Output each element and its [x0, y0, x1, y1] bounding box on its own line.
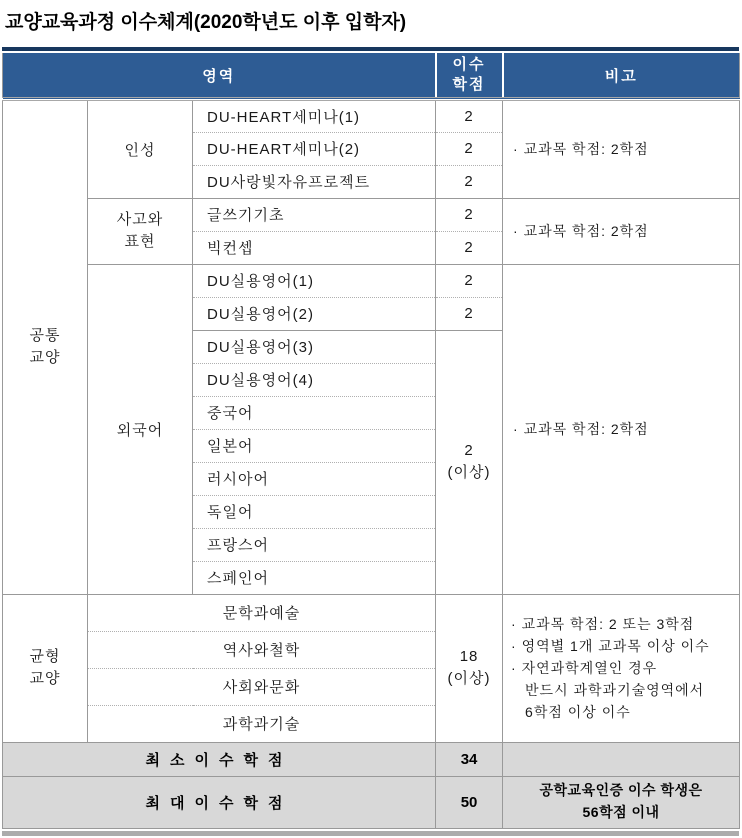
course-name: DU실용영어(2)	[193, 297, 436, 330]
course-name: DU사랑빛자유프로젝트	[193, 165, 436, 198]
remark-balance	[503, 594, 740, 742]
group-label-common-line2: 교양	[29, 349, 61, 367]
table-row	[3, 99, 740, 132]
balance-area: 역사와철학	[88, 631, 436, 668]
remark-balance-line: · 자연과학계열인 경우	[511, 659, 658, 676]
table-row	[3, 264, 740, 297]
course-name: 스페인어	[193, 561, 436, 594]
course-credit: 2	[436, 99, 503, 132]
col-header-remark: 비고	[503, 53, 740, 99]
group-label-balance-line1: 균형	[29, 647, 61, 665]
remark-inseong: · 교과목 학점: 2학점	[503, 99, 740, 198]
min-credits-value: 34	[436, 742, 503, 776]
balance-area: 과학과기술	[88, 705, 436, 742]
merged-credit-balance-line2: (이상)	[447, 670, 491, 687]
course-credit: 2	[436, 132, 503, 165]
course-name: 러시아어	[193, 462, 436, 495]
course-name: 일본어	[193, 429, 436, 462]
curriculum-table	[2, 53, 740, 829]
course-credit: 2	[436, 231, 503, 264]
course-name: DU-HEART세미나(1)	[193, 99, 436, 132]
table-header-row	[3, 53, 740, 99]
max-credits-label: 최대이수학점	[3, 776, 436, 828]
merged-credit-balance-line1: 18	[459, 647, 479, 665]
col-header-credits-line1: 이수	[452, 55, 486, 73]
course-credit: 2	[436, 198, 503, 231]
remark-balance-line: 반드시 과학과기술영역에서	[525, 682, 705, 699]
course-name: DU-HEART세미나(2)	[193, 132, 436, 165]
group-label-balance-line2: 교양	[29, 670, 61, 687]
max-credits-remark-line2: 56학점 이내	[582, 804, 660, 820]
remark-balance-line: · 영역별 1개 교과목 이상 이수	[511, 637, 710, 654]
course-name: DU실용영어(3)	[193, 330, 436, 363]
balance-area: 문학과예술	[88, 594, 436, 631]
remark-balance-line: · 교과목 학점: 2 또는 3학점	[511, 615, 695, 632]
group-label-balance	[3, 594, 88, 742]
merged-credit-foreign-line1: 2	[464, 441, 474, 459]
balance-area: 사회와문화	[88, 668, 436, 705]
course-credit: 2	[436, 165, 503, 198]
group-label-common-line1: 공통	[29, 326, 61, 344]
remark-balance-line: 6학점 이상 이수	[525, 704, 631, 721]
max-credits-remark	[503, 776, 740, 828]
max-credits-row	[3, 776, 740, 828]
col-header-area: 영역	[3, 53, 436, 99]
subgroup-label-sago	[88, 198, 193, 264]
max-credits-remark-line1: 공학교육인증 이수 학생은	[539, 782, 703, 799]
col-header-credits	[436, 53, 503, 99]
max-credits-value: 50	[436, 776, 503, 828]
merged-credit-foreign	[436, 330, 503, 594]
remark-foreign: · 교과목 학점: 2학점	[503, 264, 740, 594]
course-name: 빅컨셉	[193, 231, 436, 264]
course-name: 중국어	[193, 396, 436, 429]
course-credit: 2	[436, 264, 503, 297]
min-credits-remark	[503, 742, 740, 776]
col-header-credits-line2: 학점	[452, 76, 486, 93]
page-title: 교양교육과정 이수체계(2020학년도 이후 입학자)	[5, 12, 407, 33]
course-name: 프랑스어	[193, 528, 436, 561]
subgroup-label-sago-line2: 표현	[124, 233, 156, 250]
course-name: DU실용영어(1)	[193, 264, 436, 297]
course-credit: 2	[436, 297, 503, 330]
min-credits-label: 최소이수학점	[3, 742, 436, 776]
merged-credit-balance	[436, 594, 503, 742]
merged-credit-foreign-line2: (이상)	[447, 464, 491, 481]
table-row	[3, 594, 740, 631]
min-credits-row	[3, 742, 740, 776]
table-row	[3, 198, 740, 231]
subgroup-label-sago-line1: 사고와	[116, 210, 164, 228]
group-label-common	[3, 99, 88, 594]
remark-sago: · 교과목 학점: 2학점	[503, 198, 740, 264]
course-name: 독일어	[193, 495, 436, 528]
subgroup-label-inseong: 인성	[88, 99, 193, 198]
course-name: DU실용영어(4)	[193, 363, 436, 396]
subgroup-label-foreign: 외국어	[88, 264, 193, 594]
course-name: 글쓰기기초	[193, 198, 436, 231]
curriculum-table-wrap	[2, 47, 739, 836]
